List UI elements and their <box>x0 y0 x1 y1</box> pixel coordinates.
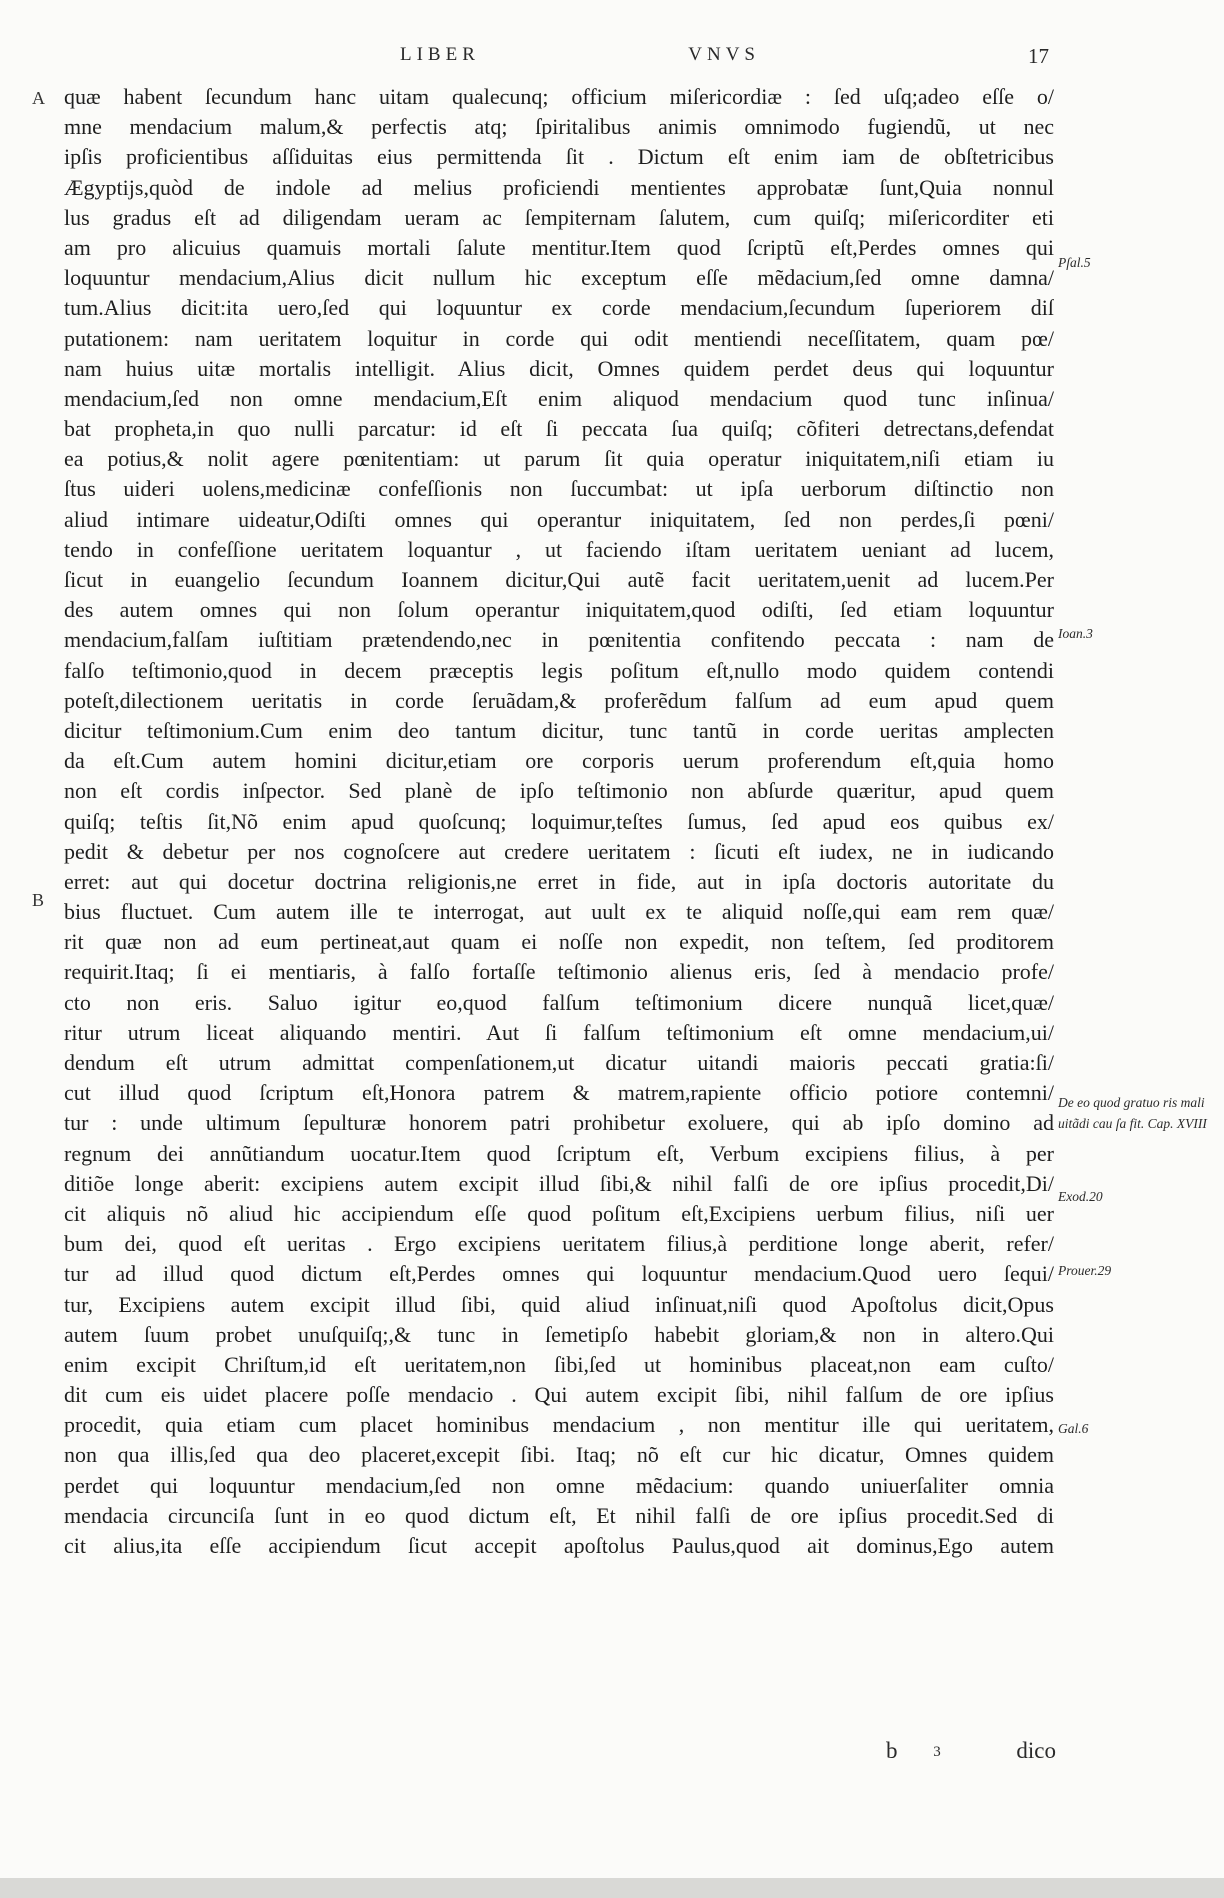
text-line: nam huius uitæ mortalis intelligit. Alius dicit, Omnes quidem perdet deus qui loquuntur <box>64 355 1054 381</box>
margin-note-psal: Pſal.5 <box>1058 255 1091 270</box>
text-line: putationem: nam ueritatem loquitur in corde qui odit mentiendi neceſſitatem, quam pœ/ <box>64 325 1054 351</box>
text-line: non eſt cordis inſpector. Sed planè de ipſo teſtimonio non abſurde quæritur, apud quem <box>64 778 1054 804</box>
text-line: enim excipit Chriſtum,id eſt ueritatem,non ſibi,ſed ut hominibus placeat,non eam cuſto/ <box>64 1351 1054 1377</box>
text-line: mendacium,falſam iuſtitiam prætendendo,nec in pœnitentia confitendo peccata : nam de <box>64 627 1054 653</box>
text-line: non qua illis,ſed qua deo placeret,excepit ſibi. Itaq; nõ eſt cur hic dicatur, Omnes quidem <box>64 1442 1054 1468</box>
text-line: falſo teſtimonio,quod in decem præceptis legis poſitum eſt,nullo modo quidem contendi <box>64 657 1054 683</box>
text-line: cut illud quod ſcriptum eſt,Honora patrem & matrem,rapiente officio potiore contemni/ <box>64 1080 1054 1106</box>
signature-mark: b <box>886 1738 898 1763</box>
text-line: ditiõe longe aberit: excipiens autem excipit illud ſibi,& nihil falſi de ore ipſius procedit,Di/ <box>64 1170 1054 1196</box>
text-line: mendacia circunciſa ſunt in eo quod dictum eſt, Et nihil falſi de ore ipſius procedit.Sed di <box>64 1502 1054 1528</box>
text-line: ea potius,& nolit agere pœnitentiam: ut parum ſit quia operatur iniquitatem,niſi etiam iu <box>64 446 1054 472</box>
text-line: requirit.Itaq; ſi ei mentiaris, à falſo fortaſſe teſtimonio alienus eris, ſed à mendacio profe/ <box>64 959 1054 985</box>
text-line: tur, Excipiens autem excipit illud ſibi, quid aliud inſinuat,niſi quod Apoſtolus dicit,Opus <box>64 1291 1054 1317</box>
text-line: dit cum eis uidet placere poſſe mendacio . Qui autem excipit ſibi, nihil falſum de ore ipſius <box>64 1382 1054 1408</box>
running-head-right: VNVS <box>688 44 760 65</box>
text-line: am pro alicuius quamuis mortali ſalute mentitur.Item quod ſcriptũ eſt,Perdes omnes qui <box>64 234 1054 260</box>
text-line: ſtus uideri uolens,medicinæ confeſſionis non ſuccumbat: ut ipſa uerborum diſtinctio non <box>64 476 1054 502</box>
page-edge-shadow <box>0 1878 1224 1898</box>
text-line: tendo in confeſſione ueritatem loquantur , ut faciendo iſtam ueritatem ueniant ad lucem, <box>64 536 1054 562</box>
text-line: perdet qui loquuntur mendacium,ſed non omne mẽdacium: quando uniuerſaliter omnia <box>64 1472 1054 1498</box>
text-line: bum dei, quod eſt ueritas . Ergo excipiens ueritatem filius,à perditione longe aberit, refer/ <box>64 1231 1054 1257</box>
signature-number: 3 <box>933 1744 941 1760</box>
text-line: des autem omnes qui non ſolum operantur iniquitatem,quod odiſti, ſed etiam loquuntur <box>64 597 1054 623</box>
text-line: tur : unde ultimum ſepulturæ honorem patri prohibetur exoluere, qui ab ipſo domino ad <box>64 1110 1054 1136</box>
running-head-left: LIBER <box>400 44 480 65</box>
text-line: cto non eris. Saluo igitur eo,quod falſum teſtimonium dicere nunquã licet,quæ/ <box>64 989 1054 1015</box>
text-line: lus gradus eſt ad diligendam ueram ac ſempiternam ſalutem, cum quiſq; miſericorditer eti <box>64 204 1054 230</box>
margin-note-gloss: De eo quod gratuo ris mali uitãdi cau ſa fit. Cap. XVIII <box>1058 1095 1207 1131</box>
margin-note-gal: Gal.6 <box>1058 1421 1089 1436</box>
text-line: erret: aut qui docetur doctrina religionis,ne erret in fide, aut in ipſa doctoris autoritate du <box>64 868 1054 894</box>
text-line: regnum dei annũtiandum uocatur.Item quod ſcriptum eſt, Verbum excipiens filius, à per <box>64 1140 1054 1166</box>
text-line: procedit, quia etiam cum placet hominibus mendacium , non mentitur ille qui ueritatem, <box>64 1412 1054 1438</box>
text-line: tur ad illud quod dictum eſt,Perdes omnes qui loquuntur mendacium.Quod uero ſequi/ <box>64 1261 1054 1287</box>
page-number: 17 <box>1028 44 1049 68</box>
running-head <box>400 44 760 66</box>
text-line: autem ſuum probet unuſquiſq;,& tunc in ſemetipſo habebit gloriam,& non in altero.Qui <box>64 1321 1054 1347</box>
text-line: pedit & debetur per nos cognoſcere aut credere ueritatem : ſicuti eſt iudex, ne in iudicando <box>64 838 1054 864</box>
text-line: cit aliquis nõ aliud hic accipiendum eſſe quod poſitum eſt,Excipiens uerbum filius, niſi uer <box>64 1200 1054 1226</box>
text-line: quæ habent ſecundum hanc uitam qualecunq; officium miſericordiæ : ſed uſq;adeo eſſe o/ <box>64 84 1054 109</box>
page-footer <box>886 1738 1056 1764</box>
text-line: mendacium,ſed non omne mendacium,Eſt enim aliquod mendacium quod tunc inſinua/ <box>64 385 1054 411</box>
text-line: bius fluctuet. Cum autem ille te interrogat, aut uult ex te aliquid noſſe,qui eam rem quæ/ <box>64 899 1054 925</box>
text-line: poteſt,dilectionem ueritatis in corde ſeruãdam,& proferẽdum falſum ad eum apud quem <box>64 687 1054 713</box>
margin-note-exod: Exod.20 <box>1058 1189 1103 1204</box>
body-text <box>64 82 1054 1561</box>
catchword: dico <box>1016 1738 1056 1763</box>
margin-note-ioan: Ioan.3 <box>1058 626 1093 641</box>
text-line: cit alius,ita eſſe accipiendum ſicut accepit apoſtolus Paulus,quod ait dominus,Ego autem <box>64 1533 1054 1558</box>
text-line: loquuntur mendacium,Alius dicit nullum hic exceptum eſſe mẽdacium,ſed omne damna/ <box>64 265 1054 291</box>
text-line: aliud intimare uideatur,Odiſti omnes qui operantur iniquitatem, ſed non perdes,ſi pœni/ <box>64 506 1054 532</box>
text-line: ſicut in euangelio ſecundum Ioannem dicitur,Qui autẽ facit ueritatem,uenit ad lucem.Per <box>64 567 1054 592</box>
margin-note-prouer: Prouer.29 <box>1058 1263 1112 1278</box>
text-line: rit quæ non ad eum pertineat,aut quam ei noſſe non expedit, non teſtem, ſed proditorem <box>64 929 1054 955</box>
text-line: quiſq; teſtis ſit,Nõ enim apud quoſcunq; loquimur,teſtes ſumus, ſed apud eos quibus ex/ <box>64 808 1054 834</box>
text-line: da eſt.Cum autem homini dicitur,etiam ore corporis uerum proferendum eſt,quia homo <box>64 748 1054 774</box>
text-line: mne mendacium malum,& perfectis atq; ſpiritalibus animis omnimodo fugiendũ, ut nec <box>64 114 1054 140</box>
text-line: dendum eſt utrum admittat compenſationem,ut dicatur uitandi maioris peccati gratia:ſi/ <box>64 1050 1054 1075</box>
text-line: tum.Alius dicit:ita uero,ſed qui loquuntur ex corde mendacium,ſecundum ſuperiorem diſ <box>64 295 1054 321</box>
section-letter-a: A <box>32 88 45 108</box>
text-line: ritur utrum liceat aliquando mentiri. Aut ſi falſum teſtimonium eſt omne mendacium,ui/ <box>64 1019 1054 1045</box>
text-line: Ægyptijs,quòd de indole ad melius proficiendi mentientes approbatæ ſunt,Quia nonnul <box>64 174 1054 200</box>
text-line: dicitur teſtimonium.Cum enim deo tantum dicitur, tunc tantũ in corde ueritas amplecten <box>64 717 1054 743</box>
text-line: bat propheta,in quo nulli parcatur: id eſt ſi peccata ſua quiſq; cõfiteri detrectans,defendat <box>64 416 1054 442</box>
text-line: ipſis proficientibus aſſiduitas eius permittenda ſit . Dictum eſt enim iam de obſtetricibus <box>64 144 1054 170</box>
section-letter-b: B <box>32 890 45 910</box>
